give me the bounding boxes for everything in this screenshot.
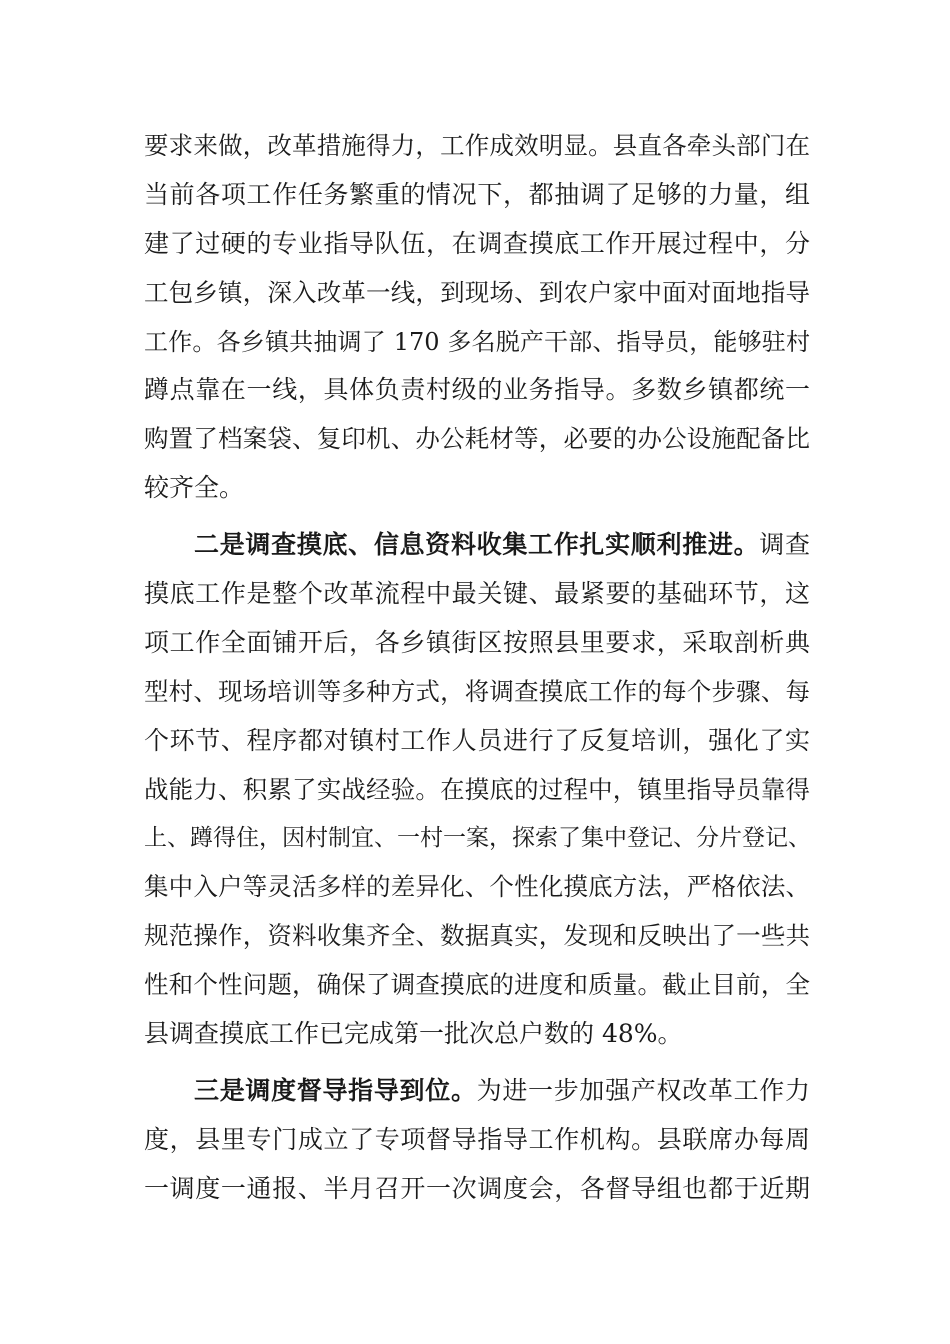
- text-line: 要求来做，改革措施得力，工作成效明显。县直各牵头部门在: [144, 131, 810, 160]
- text-line: 购置了档案袋、复印机、办公耗材等，必要的办公设施配备比: [144, 424, 810, 454]
- text-run: 调查: [759, 530, 810, 560]
- text-line: 建了过硬的专业指导队伍，在调查摸底工作开展过程中，分: [144, 228, 810, 258]
- paragraph-heading: 三是调度督导指导到位。: [194, 1075, 477, 1105]
- paragraph-heading: 二是调查摸底、信息资料收集工作扎实顺利推进。: [194, 530, 760, 560]
- paragraph-3: [144, 1067, 810, 1214]
- text-line: 上、蹲得住，因村制宜、一村一案，探索了集中登记、分片登记、: [144, 825, 811, 852]
- body-text: [144, 122, 810, 1214]
- text-line: 性和个性问题，确保了调查摸底的进度和质量。截止目前，全: [144, 970, 810, 1000]
- text-line: 战能力、积累了实战经验。在摸底的过程中，镇里指导员靠得: [144, 774, 810, 804]
- text-line: 当前各项工作任务繁重的情况下，都抽调了足够的力量，组: [144, 179, 810, 209]
- text-line: 型村、现场培训等多种方式，将调查摸底工作的每个步骤、每: [144, 676, 810, 706]
- text-line: 摸底工作是整个改革流程中最关键、最紧要的基础环节，这: [144, 579, 810, 609]
- paragraph-2: [144, 521, 810, 1059]
- text-line: 工包乡镇，深入改革一线，到现场、到农户家中面对面地指导: [144, 277, 810, 307]
- text-line: 规范操作，资料收集齐全、数据真实，发现和反映出了一些共: [144, 921, 810, 951]
- text-line: 个环节、程序都对镇村工作人员进行了反复培训，强化了实: [144, 725, 810, 755]
- paragraph-1: [144, 122, 810, 513]
- text-line: 较齐全。: [144, 473, 245, 503]
- paragraph-first-line: [144, 521, 810, 570]
- text-line: 一调度一通报、半月召开一次调度会，各督导组也都于近期: [144, 1173, 810, 1203]
- text-line: 项工作全面铺开后，各乡镇街区按照县里要求，采取剖析典: [144, 627, 810, 657]
- paragraph-gap: [144, 513, 810, 521]
- paragraph-gap: [144, 1059, 810, 1067]
- text-line: 集中入户等灵活多样的差异化、个性化摸底方法，严格依法、: [144, 872, 810, 902]
- text-line: 度，县里专门成立了专项督导指导工作机构。县联席办每周: [144, 1124, 810, 1154]
- text-line: 工作。各乡镇共抽调了 170 多名脱产干部、指导员，能够驻村: [144, 327, 810, 356]
- text-line: 蹲点靠在一线，具体负责村级的业务指导。多数乡镇都统一: [144, 375, 810, 405]
- text-line: 县调查摸底工作已完成第一批次总户数的 48%。: [144, 1019, 683, 1049]
- paragraph-first-line: [144, 1067, 810, 1116]
- text-run: 为进一步加强产权改革工作力: [476, 1075, 810, 1105]
